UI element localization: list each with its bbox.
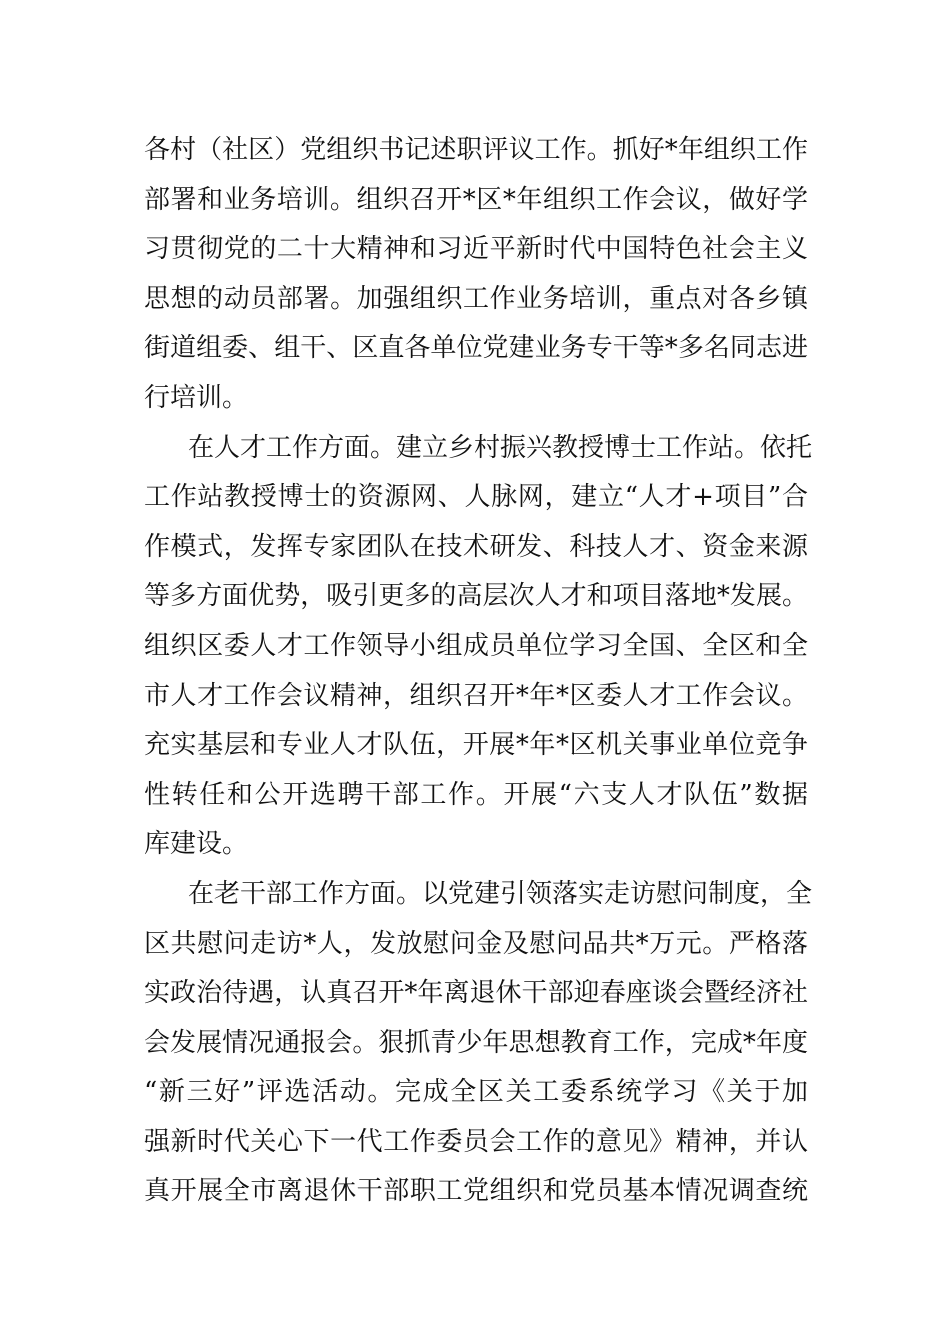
text-line-11: 组织区委人才工作领导小组成员单位学习全国、全区和全 [144, 630, 808, 661]
text-line-13: 充实基层和专业人才队伍，开展*年*区机关事业单位竞争 [144, 730, 808, 761]
text-line-10: 等多方面优势，吸引更多的高层次人才和项目落地*发展。 [144, 581, 808, 612]
text-line-16: 在老干部工作方面。以党建引领落实走访慰问制度，全 [188, 878, 813, 909]
text-line-15: 库建设。 [144, 829, 249, 860]
text-line-19: 会发展情况通报会。狠抓青少年思想教育工作，完成*年度 [144, 1027, 808, 1058]
text-line-8: 工作站教授博士的资源网、人脉网，建立“人才+项目”合 [144, 482, 808, 513]
text-line-9: 作模式，发挥专家团队在技术研发、科技人才、资金来源 [144, 531, 808, 562]
text-line-1: 各村（社区）党组织书记述职评议工作。抓好*年组织工作 [144, 135, 808, 165]
text-line-6: 行培训。 [144, 382, 249, 413]
text-line-17: 区共慰问走访*人，发放慰问金及慰问品共*万元。严格落 [144, 928, 808, 959]
text-line-20: “新三好”评选活动。完成全区关工委系统学习《关于加 [144, 1077, 808, 1108]
text-line-22: 真开展全市离退休干部职工党组织和党员基本情况调查统 [144, 1176, 808, 1207]
text-line-12: 市人才工作会议精神，组织召开*年*区委人才工作会议。 [144, 680, 808, 711]
text-line-18: 实政治待遇，认真召开*年离退休干部迎春座谈会暨经济社 [144, 978, 808, 1009]
body-text [144, 126, 813, 1217]
text-line-4: 思想的动员部署。加强组织工作业务培训，重点对各乡镇 [144, 283, 808, 314]
text-line-7: 在人才工作方面。建立乡村振兴教授博士工作站。依托 [188, 432, 813, 463]
text-line-21: 强新时代关心下一代工作委员会工作的意见》精神，并认 [144, 1126, 808, 1157]
text-line-2: 部署和业务培训。组织召开*区*年组织工作会议，做好学 [144, 184, 808, 215]
text-line-14: 性转任和公开选聘干部工作。开展“六支人才队伍”数据 [144, 779, 808, 810]
text-line-5: 街道组委、组干、区直各单位党建业务专干等*多名同志进 [144, 333, 808, 364]
text-line-3: 习贯彻党的二十大精神和习近平新时代中国特色社会主义 [144, 234, 808, 265]
